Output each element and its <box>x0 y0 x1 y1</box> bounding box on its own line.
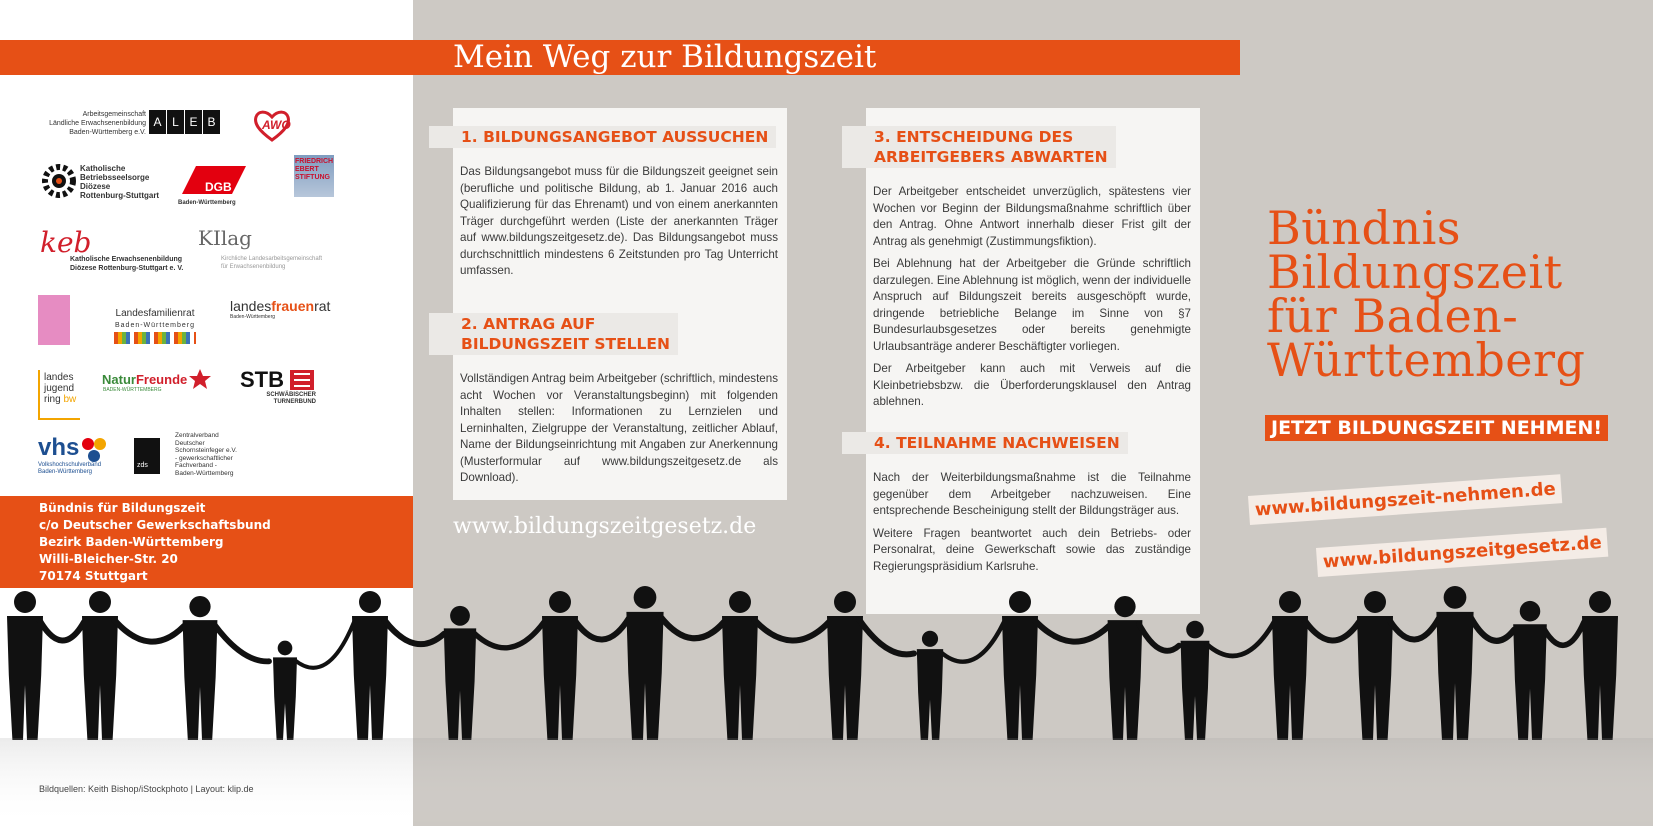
section-4-heading <box>842 432 1128 454</box>
vhs-dots-icon <box>80 436 110 464</box>
person-silhouette <box>827 591 914 740</box>
aleb-text-1: Arbeitsgemeinschaft <box>82 111 146 118</box>
vhs-sub-1: Volkshochschulverband <box>38 462 102 468</box>
aleb-mark-e: E <box>185 110 202 134</box>
vhs-sub-2: Baden-Württemberg <box>38 469 93 475</box>
kilag-text-2: für Erwachsenenbildung <box>221 264 286 270</box>
section-1-body <box>460 164 778 286</box>
address-lines <box>39 500 271 585</box>
ljr-1: landes <box>44 372 74 383</box>
keb-text-2: Diözese Rottenburg-Stuttgart e. V. <box>70 265 184 272</box>
person-silhouette <box>7 591 84 740</box>
page-title: Mein Weg zur Bildungszeit <box>453 39 877 75</box>
people-figures <box>7 586 1618 740</box>
aleb-mark-l: L <box>167 110 184 134</box>
person-silhouette <box>1272 591 1359 740</box>
handshake-rose-icon <box>186 368 214 390</box>
zds-6: Baden-Württemberg <box>175 469 234 477</box>
section-3-paragraph: Bei Ablehnung hat der Arbeitgeber die Gründe schriftlich darzulegen. Eine Ablehnung ist möglich, wenn der individuelle Anspruch auf Bildungszeit bereits ausgeschöpft wurde, dringende betriebliche Belange im Sinne von §7 Bundesurlaubsgesetzes oder bereits genehmigte Urlaubsanträge anderer Beschäftigter vorliegen. <box>873 257 1191 353</box>
person-silhouette <box>1513 601 1584 740</box>
aleb-mark-a: A <box>149 110 166 134</box>
keb-mark: keb <box>40 226 92 259</box>
section-1-paragraph: Das Bildungsangebot muss für die Bildungszeit geeignet sein (berufliche und politische Bildung, ab 1. Januar 2016 auch Qualifizierung für das Ehrenamt) und von einem anerkannten Träger durchgeführt werden (Liste der anerkannten Träger auf www.bildungszeitgesetz.de). Das Bildungsangebot muss durchschnittlich mindestens 6 Zeitstunden pro Tag Unterricht umfassen. <box>460 165 778 277</box>
nf-1: Natur <box>102 372 136 387</box>
fes-1: FRIEDRICH <box>295 158 334 165</box>
url-tag-nehmen[interactable]: www.bildungszeit-nehmen.de <box>1248 474 1563 525</box>
section-3-heading-line: 3. ENTSCHEIDUNG DES <box>874 128 1074 146</box>
section-1-heading-line: 1. BILDUNGSANGEBOT AUSSUCHEN <box>461 128 769 146</box>
stb-emblem-icon <box>290 370 314 390</box>
url-tag-gesetz[interactable]: www.bildungszeitgesetz.de <box>1316 528 1609 577</box>
person-silhouette <box>1357 591 1439 740</box>
kath-betrieb-4: Rottenburg-Stuttgart <box>80 191 160 200</box>
section-2-paragraph: Vollständigen Antrag beim Arbeitgeber (schriftlich, mindestens acht Wochen vor Veranstaltungsbeginn) mit folgenden Inhalten stellen: Informationen zu Lernzielen und Lerninhalten, Zielgruppe der Veranstaltung, zeitlicher Ablauf, Name der Bildungseinrichtung mit Angaben zur Anerkennung (Musterformular auf www.bildungszeitgesetz.de als Download). <box>460 372 778 484</box>
person-silhouette <box>183 596 269 740</box>
alliance-title <box>1267 201 1586 387</box>
gear-icon <box>40 162 78 200</box>
person-silhouette <box>626 586 724 740</box>
kath-betrieb-3: Diözese <box>80 182 111 191</box>
person-silhouette <box>1002 591 1109 740</box>
zds-2: Deutscher <box>175 439 205 447</box>
person-silhouette <box>273 622 354 740</box>
image-credit: Bildquellen: Keith Bishop/iStockphoto | Layout: klip.de <box>39 784 254 794</box>
kath-betrieb-1: Katholische <box>80 164 126 173</box>
section-3-paragraph: Der Arbeitgeber kann auch mit Verweis auf die Kleinbetriebsbzw. die Überforderungsklausel den Antrag ablehnen. <box>873 362 1191 408</box>
keb-text-1: Katholische Erwachsenenbildung <box>70 256 183 263</box>
website-url-left[interactable]: www.bildungszeitgesetz.de <box>453 514 757 539</box>
section-4-paragraph: Nach der Weiterbildungsmaßnahme ist die Teilnahme gegenüber dem Arbeitgeber nachzuweisen. Eine entsprechende Bescheinigung stellt der Bildungsträger aus. <box>873 471 1191 517</box>
awo-text: AWO <box>262 118 291 132</box>
nf-sub: BADEN-WÜRTTEMBERG <box>103 387 162 393</box>
dgb-sub: Baden-Württemberg <box>178 200 236 206</box>
zds-mark: zds <box>137 462 148 469</box>
section-3-paragraph: Der Arbeitgeber entscheidet unverzüglich, spätestens vier Wochen vor Beginn der Bildungsmaßnahme schriftlich über den Antrag. Ohne Antwort innerhalb dieser Frist gilt der Antrag als genehmigt (Zustimmungsfiktion). <box>873 185 1191 248</box>
kilag-text-1: Kirchliche Landesarbeitsgemeinschaft <box>221 256 323 262</box>
section-2-body <box>460 371 778 493</box>
zds-3: Schornsteinfeger e.V. <box>175 447 237 454</box>
nf-2: Freunde <box>135 372 188 387</box>
alliance-title-line: Bündnis <box>1267 201 1461 255</box>
person-silhouette <box>917 622 1004 740</box>
alliance-title-line: Württemberg <box>1267 333 1586 387</box>
kath-betrieb-2: Betriebsseelsorge <box>80 173 150 182</box>
lfr-2: Baden-Württemberg <box>114 322 196 329</box>
person-silhouette <box>1108 596 1179 740</box>
address-line: 70174 Stuttgart <box>39 569 148 583</box>
alliance-title-line: für Baden- <box>1267 289 1519 343</box>
lfrauen-1: landes <box>230 298 272 314</box>
ljr-4: bw <box>63 394 77 405</box>
section-4-body <box>873 470 1191 581</box>
section-4-paragraph: Weitere Fragen beantwortet auch dein Betriebs- oder Personalrat, deine Gewerkschaft sowie das zuständige Regierungspräsidium Karlsruhe. <box>873 526 1191 573</box>
section-1-heading <box>429 126 776 148</box>
floor-reflection <box>0 738 1653 826</box>
person-silhouette <box>1436 586 1514 740</box>
ljr-2: jugend <box>44 383 75 394</box>
person-silhouette <box>82 591 184 740</box>
person-silhouette <box>444 606 544 740</box>
section-3-heading <box>842 126 1116 168</box>
lfrauen-2: frauen <box>271 298 315 314</box>
address-line: Bezirk Baden-Württemberg <box>39 535 224 549</box>
zds-4: - gewerkschaftlicher <box>175 454 233 462</box>
person-silhouette <box>542 591 629 740</box>
address-line: Willi-Bleicher-Str. 20 <box>39 552 178 566</box>
person-silhouette <box>1181 621 1274 740</box>
ljr-3: ring <box>44 394 61 405</box>
address-line: Bündnis für Bildungszeit <box>39 501 206 515</box>
person-silhouette <box>1582 591 1618 740</box>
alliance-title-line: Bildungszeit <box>1267 245 1563 299</box>
zds-5: Fachverband - <box>175 462 217 469</box>
aleb-text-3: Baden-Württemberg e.V. <box>69 129 146 136</box>
kilag-mark: KIlag <box>198 226 252 250</box>
section-2-heading-line: 2. ANTRAG AUF <box>461 315 596 333</box>
lfr-1: Landesfamilienrat <box>115 308 195 319</box>
lfrauen-sub: Baden-Württemberg <box>230 314 276 320</box>
person-silhouette <box>352 591 444 740</box>
zds-1: Zentralverband <box>175 432 219 439</box>
fes-3: STIFTUNG <box>295 174 330 181</box>
stb-sub-1: SCHWÄBISCHER <box>266 392 316 398</box>
dgb-text: DGB <box>205 180 232 194</box>
slogan-badge: JETZT BILDUNGSZEIT NEHMEN! <box>1265 415 1608 441</box>
section-3-heading-line: ARBEITGEBERS ABWARTEN <box>874 148 1108 166</box>
family-figures <box>114 332 196 344</box>
aleb-text-2: Ländliche Erwachsenenbildung <box>49 120 146 127</box>
section-3-body <box>873 184 1191 417</box>
section-2-heading-line: BILDUNGSZEIT STELLEN <box>461 335 670 353</box>
vhs-mark: vhs <box>38 434 80 461</box>
section-2-heading <box>429 313 678 355</box>
lfrauen-3: rat <box>314 298 331 314</box>
pink-block <box>38 295 70 345</box>
aleb-mark-b: B <box>203 110 220 134</box>
section-4-heading-line: 4. TEILNAHME NACHWEISEN <box>874 434 1120 452</box>
person-silhouette <box>722 591 829 740</box>
fes-2: EBERT <box>295 166 319 173</box>
address-line: c/o Deutscher Gewerkschaftsbund <box>39 518 271 532</box>
stb-sub-2: TURNERBUND <box>273 399 316 405</box>
stb-mark: STB <box>240 367 284 392</box>
